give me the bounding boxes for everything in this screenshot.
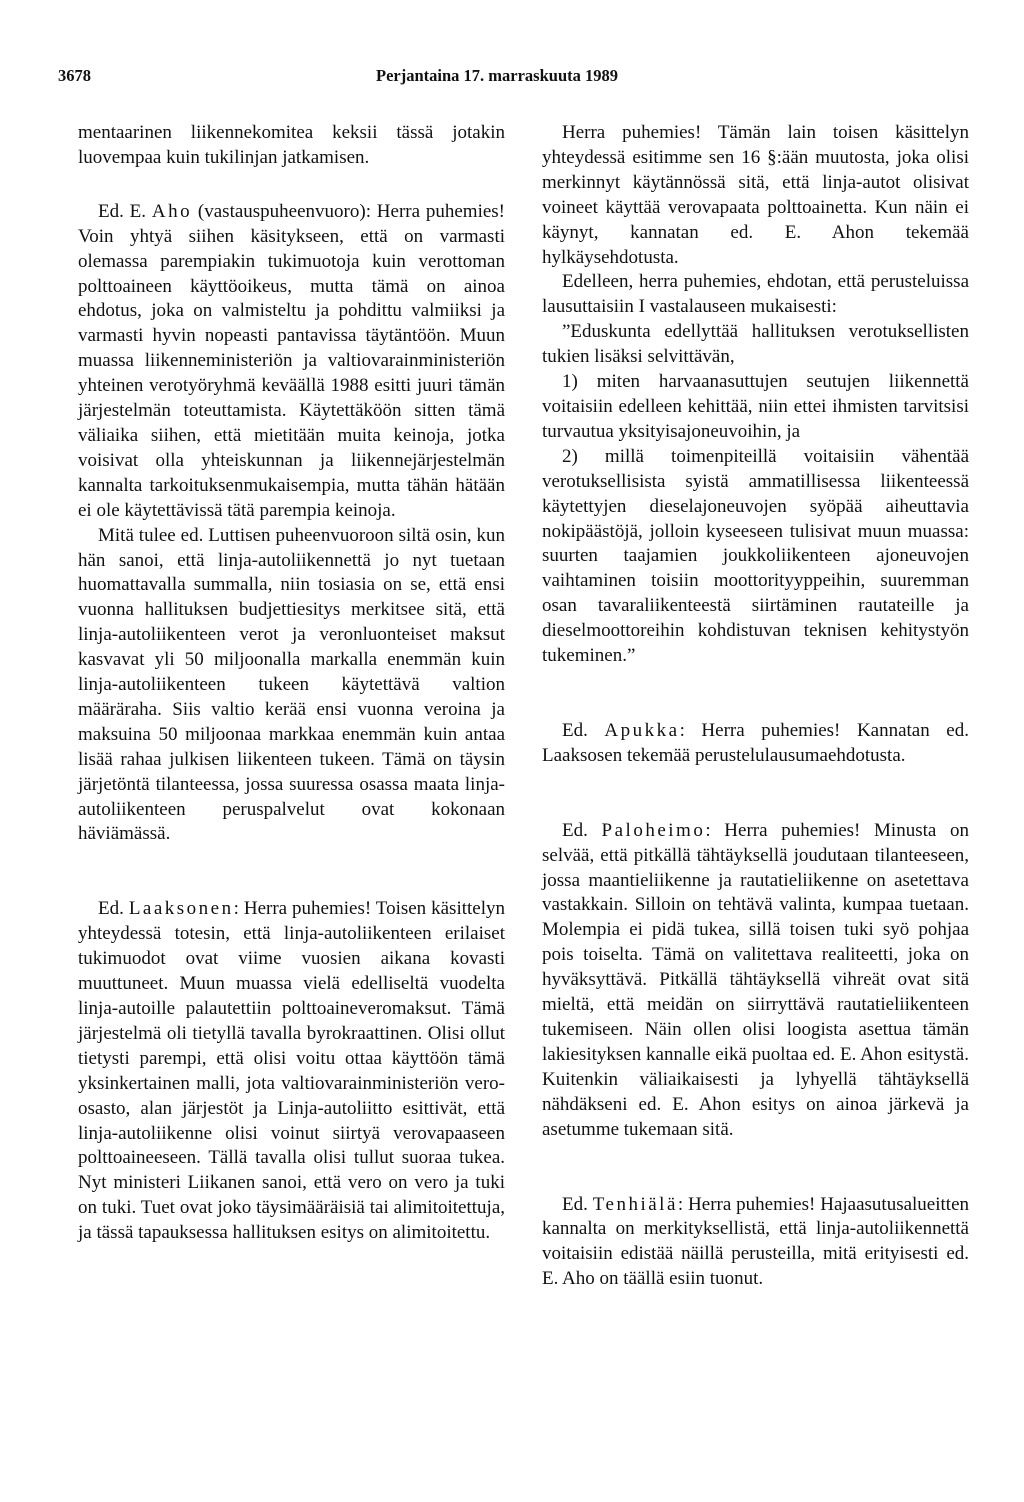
left-column [78,121,505,1246]
speech-aho-paragraph-2: Mitä tulee ed. Luttisen puheenvuoroon siltä osin, kun hän sanoi, että linja-autoliikennettä jo nyt tuetaan huomattavalla summalla, niin tosiasia on se, että ensi vuonna hallituksen budjettiesitys merkitsee sitä, että linja-autoliikenteen verot ja veronluonteiset maksut kasvavat yli 50 miljoonalla markalla enemmän kuin linja-autoliikenteen tukeen käytettävä valtion määräraha. Siis valtio kerää ensi vuonna veroina ja maksuina 50 miljoonaa markkaa enemmän kuin antaa lisää rahaa julkisen liikenteen tukeen. Tämä on täysin järjetöntä tilanteessa, jossa suuressa osassa maata linja-autoliikenteen peruspalvelut ovat kokonaan häviämässä. [78,524,505,845]
speech-apukka [542,719,969,769]
speaker-prefix: Ed. E. [98,200,152,222]
speech-aho [78,200,505,524]
page-header [58,66,978,90]
quote-item-1: 1) miten harvaanasuttujen seutujen liikennettä voitaisiin edelleen kehittää, niin ettei ihmisten tarvitsisi turvautua yksityisajoneuvoihin, ja [542,371,969,442]
speech-text: : Herra puhemies! Minusta on selvää, että pitkällä tähtäyksellä joudutaan tilanteeseen, jossa maantieliikenne ja rautatieliikenne on asetettava vastakkain. Silloin on tehtävä valinta, kumpaa tuetaan. Molempia ei pidä tukea, sillä toisen tuki syö pohjaa pois toiselta. Tämä on valitettava realiteetti, joka on hyväksyttävä. Pitkällä tähtäyksellä vihreät ovat sitä mieltä, että meidän on siirryttävä rautatieliikenteen tukemiseen. Näin ollen olisi loogista asettua tämän lakiesityksen kannalle eikä puoltaa ed. E. Ahon esitystä. Kuitenkin väliaikaisesti ja lyhyellä tähtäyksellä nähdäkseni ed. E. Ahon esitys on ainoa järkevä ja asetumme tukemaan sitä. [542,819,969,1140]
speaker-name-aho: Aho [151,200,193,222]
motion-paragraph: Edelleen, herra puhemies, ehdotan, että perusteluissa lausuttaisiin I vastalauseen mukaisesti: [542,271,969,318]
speech-text: (vastauspuheenvuoro): Herra puhemies! Voin yhtyä siihen käsitykseen, että on varmasti olemassa parempiakin tukimuotoja kuin verottoman polttoaineen käyttöoikeus, mutta tämä on ainoa ehdotus, joka on valmisteltu ja pohdittu valmiiksi ja varmasti hyvin nopeasti pantavissa täytäntöön. Muun muassa liikenneministeriön ja valtiovarainministeriön yhteinen verotyöryhmä keväällä 1988 esitti juuri tämän järjestelmän toteuttamista. Käytettäköön sitten tämä väliaika siihen, että mietitään muita keinoja, jotka voisivat olla yhteiskunnan ja liikennejärjestelmän kannalta tarkoituksenmukaisempia, mutta tähän hätään ei ole käytettävissä tätä parempia keinoja. [78,200,505,521]
speaker-name-paloheimo: Paloheimo [601,819,706,841]
speaker-prefix: Ed. [562,819,602,841]
quote-item-2: 2) millä toimenpiteillä voitaisiin vähentää verotuksellisista syistä ammatillisessa liikenteessä käytettyjen dieselajoneuvojen syöpää aiheuttavia nokipäästöjä, jolloin kyseeseen tulisivat muun muassa: suurten taajamien joukkoliikenteen ajoneuvojen vaihtaminen toisiin moottorityyppeihin, suuremman osan tavaraliikenteestä siirtäminen rautateille ja dieselmoottoreihin kohdistuvan teknisen kehitystyön tukeminen.” [542,445,969,667]
quote-intro: ”Eduskunta edellyttää hallituksen verotuksellisten tukien lisäksi selvittävän, [542,321,969,368]
speaker-name-tenhiala: Tenhiälä [592,1193,678,1215]
speech-laaksonen [78,897,505,1246]
running-head: Perjantaina 17. marraskuuta 1989 [376,66,618,85]
speaker-prefix: Ed. [562,1193,593,1215]
right-column [542,121,969,1292]
page-number: 3678 [58,66,91,85]
speaker-name-apukka: Apukka [604,719,680,741]
speech-tenhiala [542,1193,969,1293]
speech-text: : Herra puhemies! Toisen käsittelyn yhteydessä totesin, että linja-autoliikenteen erilaiset tukimuodot ovat viime vuosien aikana kovasti muuttuneet. Muun muassa vielä edelliseltä vuodelta linja-autoille palautettiin polttoaineveromaksut. Tämä järjestelmä oli tietyllä tavalla byrokraattinen. Olisi ollut tietysti parempi, että olisi voitu ottaa käyttöön tämä yksinkertainen malli, jota valtiovarainministeriön verο-osasto, alan järjestöt ja Linja-autoliitto esittivät, että linja-autoliikenne olisi voinut siirtyä verovapaaseen polttoaineeseen. Tällä tavalla olisi tullut suoraa tukea. Nyt ministeri Liikanen sanoi, että vero on vero ja tuki on tuki. Tuet ovat joko täysimääräisiä tai alimitoitettuja, ja tässä tapauksessa hallituksen esitys on alimitoitettu. [78,898,505,1244]
speaker-prefix: Ed. [98,898,129,920]
speaker-name-laaksonen: Laaksonen [128,898,234,920]
speaker-prefix: Ed. [562,719,605,741]
speech-laaksonen-continued: Herra puhemies! Tämän lain toisen käsittelyn yhteydessä esitimme sen 16 §:ään muutosta, joka olisi merkinnyt käytännössä sitä, että linja-autot olisivat voineet käyttää verovapaata polttoainetta. Kun näin ei käynyt, kannatan ed. E. Ahon tekemää hylkäysehdotusta. [542,122,969,268]
speech-paloheimo [542,819,969,1143]
paragraph-continuation: mentaarinen liikennekomitea keksii tässä jotakin luovempaa kuin tukilinjan jatkamisen. [78,122,505,168]
speech-text: : Herra puhemies! Hajaasutusalueitten kannalta on merkityksellistä, että linja-autoliikennettä voitaisiin edistää näillä perusteilla, mitä erityisesti ed. E. Aho on täällä esiin tuonut. [542,1193,969,1290]
speech-text: : Herra puhemies! Kannatan ed. Laaksosen tekemää perustelulausumaehdotusta. [542,719,969,766]
